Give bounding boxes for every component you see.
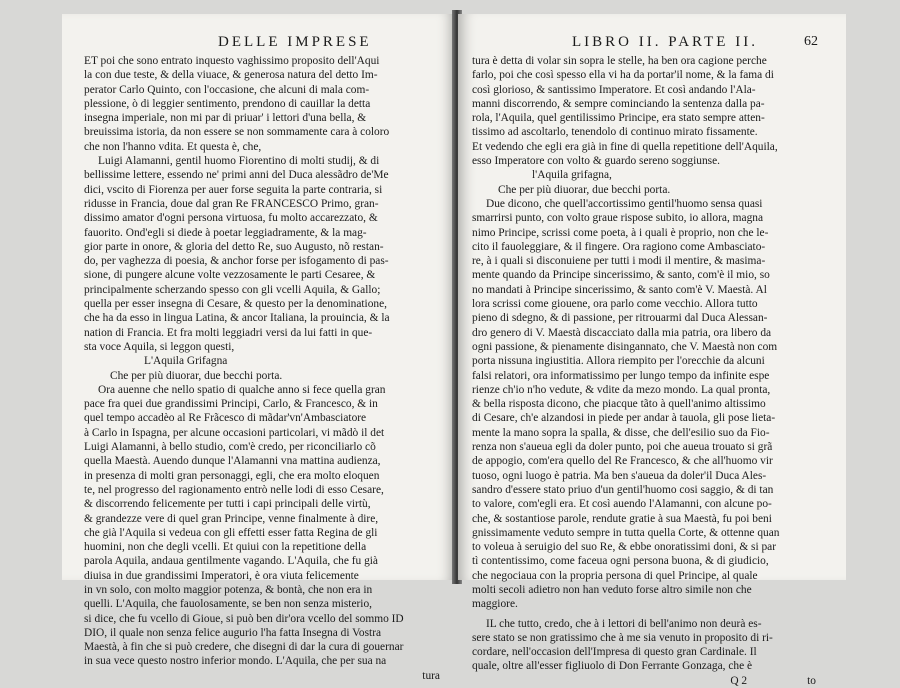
right-page-text (472, 54, 824, 688)
text-line: Ora auenne che nello spatio di qualche anno si fece quella gran (98, 383, 386, 396)
text-line: nimo Principe, scrissi come poeta, à i quali è proprio, non che le- (472, 226, 769, 239)
text-line: che già l'Aquila si vedeua con gli effetti esser fatta Regina de gli (84, 526, 378, 539)
text-line: & grandezze vere di quel gran Principe, venne finalmente à dire, (84, 512, 379, 525)
text-line: perator Carlo Quinto, con l'occasione, che alcuni di mala com- (84, 83, 370, 96)
signature-mark: Q 2 (730, 674, 748, 687)
text-line: DIO, il quale non senza felice augurio l'ha fatta Insegna di Vostra (84, 626, 382, 639)
running-head: LIBRO II. PARTE II. (572, 34, 758, 50)
text-line: falsi relatori, ora informatissimo per lungo tempo da infinite espe (472, 369, 770, 382)
text-line: di Cesare, ch'e alzandosi in piede per andar à tauola, gli pose lieta- (472, 412, 776, 425)
text-line: lora scrissi come giouene, ora parlo come vecchio. Allora tutto (472, 298, 758, 311)
text-line: in vn solo, con molto maggior potenza, & bontà, che non era in (84, 583, 373, 596)
text-line: sione, di pungere alcune volte vezzosamente le parti Cesaree, & (84, 269, 376, 282)
text-line: gior parte in onore, & gloria del detto Re, suo Augusto, nõ restan- (84, 240, 384, 253)
text-line: Maestà, à fin che si può credere, che disegni di dar la cura di gouernar (84, 641, 404, 654)
text-line: & discorrendo felicemente per tutti i capi principali delle virtù, (84, 498, 371, 511)
text-line: & bella risposta dicono, che piacque tãto à quell'animo altissimo (472, 398, 766, 411)
text-line: do, per vaghezza di poesia, & anchor forse per isfogamento di pas- (84, 255, 389, 268)
text-line: te, nel progresso del ragionamento entrò nelle lodi di esso Cesare, (84, 483, 384, 496)
text-line: così glorioso, & santissimo Imperatore. Et così andando l'Ala- (472, 83, 756, 96)
text-line: dissimo amator d'ogni persona virtuosa, fu molto accarezzato, & (84, 212, 378, 225)
text-line: renza non s'aueua egli da doler punto, poi che aueua trouato si grã (472, 441, 773, 454)
text-line: che, & sostantiose parole, rendute gratie à sua Maestà, fu poi beni (472, 512, 772, 525)
text-line: nation di Francia. Et fra molti leggiadri versi da lui fatti in que- (84, 326, 373, 339)
text-line: pieno di sdegno, & di passione, per ritrouarmi dal Duca Alessan- (472, 312, 768, 325)
text-line: huomini, non che degli vcelli. Et quiui con la repetitione della (84, 541, 367, 554)
text-line: Et vedendo che egli era già in fine di quella repetitione dell'Aquila, (472, 140, 778, 153)
text-line: cito il fauoleggiare, & il fingere. Ora ragiono come Ambasciato- (472, 240, 766, 253)
verse-line: Che per più diuorar, due becchi porta. (498, 183, 671, 196)
right-page (458, 14, 846, 687)
text-line: à Carlo in Ispagna, per alcune occasioni particolari, vi mãdò il det (84, 426, 385, 439)
text-line: quale, oltre all'esser figliuolo di Don Ferrante Gonzaga, che è (472, 660, 753, 673)
text-line: principalmente scherzando spesso con gli vcelli Aquila, & Gallo; (84, 283, 381, 296)
left-page (62, 14, 456, 682)
text-line: to voleua à seruigio del suo Re, & ebbe onoratissimi doni, & si par (472, 541, 777, 554)
text-line: mente la mano sopra la spalla, & disse, che dell'esilio suo da Fio- (472, 426, 770, 439)
text-line: cordare, nell'occasion dell'Impresa di questo gran Cardinale. Il (472, 646, 757, 659)
text-line: bellissime lettere, essendo ne' primi anni del Duca alessãdro de'Me (84, 169, 389, 182)
verse-line: Che per più diuorar, due becchi porta. (110, 369, 283, 382)
text-line: pace fra quei due grandissimi Principi, Carlo, & Francesco, & in (84, 398, 378, 411)
text-line: mente quando da Principe sincerissimo, & santo, com'è il mio, so (472, 269, 770, 282)
text-line: IL che tutto, credo, che à i lettori di bell'animo non deurà es- (486, 617, 762, 630)
text-line: insegna imperiale, non mi par di priuar' i lettori d'una bella, & (84, 112, 367, 125)
text-line: tuoso, ogni luogo è patria. Ma ben s'aueua da doler'il Duca Ales- (472, 469, 767, 482)
text-line: in presenza di molti gran personaggi, egli, che era molto eloquen (84, 469, 380, 482)
text-line: tì contentissimo, come faceua ogni persona buona, & di giudicio, (472, 555, 769, 568)
verse-title: L'Aquila Grifagna (144, 355, 228, 368)
verse-title: l'Aquila grifagna, (532, 169, 612, 182)
text-line: farlo, poi che così spesso ella vi ha da portar'il nome, & la fama di (472, 69, 774, 82)
text-line: de appogio, com'era quello del Re Francesco, & che all'huomo vir (472, 455, 773, 468)
text-line: smarrirsi punto, con volto graue rispose subito, io allora, magna (472, 212, 764, 225)
text-line: ogni passione, & pienamente disingannato, che V. Maestà non com (472, 340, 778, 353)
text-line: breuissima istoria, da non essere se non sommamente cara à coloro (84, 126, 390, 139)
text-line: tissimo ad ascoltarlo, tenendolo di continuo mirato fissamente. (472, 126, 758, 139)
text-line: Due dicono, che quell'accortissimo gentil'huomo sensa quasi (486, 197, 763, 210)
text-line: sere stato se non gratissimo che à me sia venuto in proposito di ri- (472, 631, 773, 644)
text-line: quel tempo accadèo al Re Frãcesco di mãdar'vn'Ambasciatore (84, 412, 367, 425)
page-number: 62 (804, 34, 818, 49)
text-line: dro genero di V. Maestà discacciato dalla mia patria, ora libero da (472, 326, 772, 339)
text-line: tura è detta di volar sin sopra le stelle, ha ben ora cagione perche (472, 55, 767, 67)
catchword: to (807, 674, 816, 687)
text-line: to valore, com'egli era. Et così auendo l'Alamanni, con alcune po- (472, 498, 772, 511)
text-line: porta nissuna ingiustitia. Allora riempito per l'orecchie da alcuni (472, 355, 765, 368)
right-header (472, 34, 824, 54)
text-line: fauorito. Ond'egli si diede à poetar leggiadramente, & la mag- (84, 226, 367, 239)
text-line: diuisa in due grandissimi Imperatori, è ora viuta felicemente (84, 569, 359, 582)
text-line: quella per esser insegna di Cesare, & questo per la denominatione, (84, 298, 388, 311)
signature-catchword (472, 674, 824, 688)
text-line: Luigi Alamanni, gentil huomo Fiorentino di molti studij, & di (98, 155, 380, 168)
text-line: che ha da esso in lingua Latina, & ancor Italiana, la prouincia, & la (84, 312, 390, 325)
catchword: tura (422, 669, 440, 682)
text-line: quelli. L'Aquila, che fauolosamente, se ben non senza misterio, (84, 598, 372, 611)
text-line: dici, vscito di Fiorenza per auer forse seguita la parte contraria, si (84, 183, 383, 196)
text-line: rola, l'Aquila, quel gentilissimo Principe, era stato sempre atten- (472, 112, 765, 125)
text-line: no mandati à Principe sincerissimo, & santo com'è V. Maestà. Al (472, 283, 767, 296)
text-line: re, à i quali si disconuiene per tutti i modi il mentire, & masima- (472, 255, 766, 268)
left-page-text (84, 54, 448, 683)
text-line: sandro d'essere stato priuo d'un gentil'huomo cosi saggio, & di tan (472, 483, 774, 496)
text-line: maggiore. (472, 598, 518, 611)
text-line: ET poi che sono entrato inquesto vaghissimo proposito dell'Aqui (84, 55, 380, 67)
text-line: manni discorrendo, & sempre cominciando la sentenza dalla pa- (472, 97, 765, 110)
text-line: rienze ch'io n'ho vedute, & vdite da mezo mondo. La qual pronta, (472, 383, 771, 396)
text-line: Luigi Alamanni, à bello studio, com'è credo, per riconciliarlo cõ (84, 441, 376, 454)
running-head: DELLE IMPRESE (218, 34, 372, 50)
text-line: sta voce Aquila, si leggon questi, (84, 340, 235, 353)
text-line: che negociaua con la propria persona di quel Principe, al quale (472, 569, 758, 582)
text-line: in sua vece questo nostro inferior mondo. L'Aquila, che per sua na (84, 655, 387, 668)
text-line: molti secoli adietro non han veduto forse altro simile non che (472, 583, 752, 596)
text-line: che non l'hanno vdita. Et questa è, che, (84, 140, 262, 153)
text-line: esso Imperatore con volto & guardo sereno soggiunse. (472, 155, 721, 168)
text-line: parola Aquila, andaua gentilmente vagando. L'Aquila, che fu già (84, 555, 378, 568)
text-line: la con due teste, & della viuace, & generosa natura del detto Im- (84, 69, 378, 82)
text-line: si dice, che fu vcello di Gioue, si può ben dir'ora vcello del sommo ID (84, 612, 404, 625)
text-line: quella Maestà. Auendo dunque l'Alamanni vna mattina audienza, (84, 455, 381, 468)
left-header (84, 34, 448, 54)
text-line: ridusse in Francia, doue dal gran Re FRANCESCO Primo, gran- (84, 197, 379, 210)
text-line: plessione, ò di leggier sentimento, prendono di cauillar la detta (84, 97, 371, 110)
text-line: gnissimamente veduto sempre in tutta quella Corte, & ottenne quan (472, 526, 780, 539)
